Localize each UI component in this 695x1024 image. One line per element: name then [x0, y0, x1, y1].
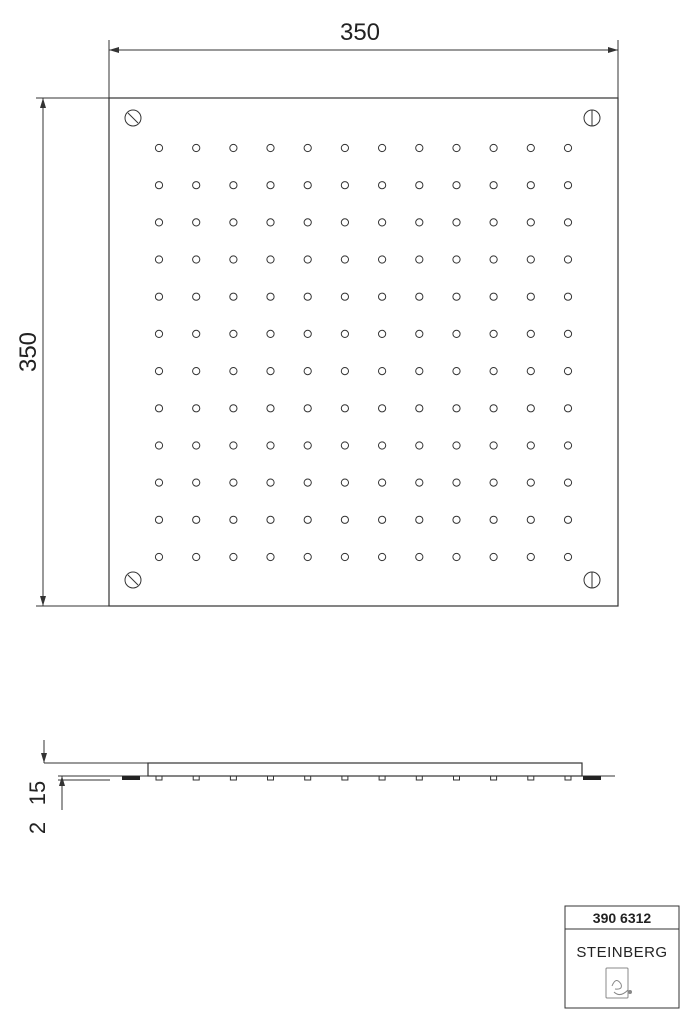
nozzle — [490, 256, 497, 263]
nozzle — [453, 479, 460, 486]
nozzle — [155, 219, 162, 226]
nozzle — [490, 553, 497, 560]
nozzle — [155, 293, 162, 300]
nozzle — [230, 293, 237, 300]
nozzle — [416, 479, 423, 486]
nozzle — [267, 553, 274, 560]
nozzle — [527, 144, 534, 151]
nozzle — [193, 368, 200, 375]
nozzle — [155, 479, 162, 486]
brand-name: STEINBERG — [576, 944, 668, 961]
nozzle — [527, 405, 534, 412]
nozzle — [304, 144, 311, 151]
nozzle — [527, 479, 534, 486]
nozzle — [155, 516, 162, 523]
nozzle — [193, 516, 200, 523]
nozzle — [267, 182, 274, 189]
nozzle — [155, 405, 162, 412]
nozzle — [453, 219, 460, 226]
nozzle — [193, 442, 200, 449]
nozzle — [527, 256, 534, 263]
nozzle — [416, 256, 423, 263]
nozzle — [230, 368, 237, 375]
title-block — [565, 906, 679, 1008]
nozzle — [379, 256, 386, 263]
nozzle — [379, 405, 386, 412]
nozzle-grid — [155, 144, 571, 560]
nozzle — [527, 293, 534, 300]
nozzle — [490, 219, 497, 226]
thickness-label: 15 — [25, 780, 50, 806]
nozzle — [193, 553, 200, 560]
nozzle — [230, 405, 237, 412]
nozzle — [304, 256, 311, 263]
nozzle — [341, 330, 348, 337]
nozzle — [341, 256, 348, 263]
nozzle — [341, 553, 348, 560]
nozzle — [304, 479, 311, 486]
screw-bl — [125, 572, 141, 588]
nozzle — [230, 479, 237, 486]
nozzle — [453, 368, 460, 375]
nozzle — [155, 144, 162, 151]
nozzle — [267, 405, 274, 412]
nozzle — [193, 256, 200, 263]
nozzle — [490, 516, 497, 523]
nozzle — [453, 256, 460, 263]
nozzle — [416, 330, 423, 337]
nozzle — [564, 516, 571, 523]
nozzle — [490, 479, 497, 486]
nozzle — [304, 219, 311, 226]
nozzle — [304, 516, 311, 523]
screw-br — [584, 572, 600, 588]
nozzle — [267, 144, 274, 151]
screw-tr — [584, 110, 600, 126]
nozzle — [379, 516, 386, 523]
nozzle — [341, 442, 348, 449]
nozzle — [341, 479, 348, 486]
nozzle — [341, 219, 348, 226]
nozzle — [230, 553, 237, 560]
plate-profile — [148, 763, 582, 776]
nozzle — [379, 330, 386, 337]
nozzle — [230, 330, 237, 337]
nozzle — [564, 553, 571, 560]
nozzle — [453, 553, 460, 560]
nozzle — [267, 219, 274, 226]
nozzle — [564, 405, 571, 412]
nozzle — [564, 442, 571, 449]
height-dimension — [36, 98, 109, 606]
thickness-dimension — [41, 740, 148, 810]
nozzle — [193, 144, 200, 151]
nozzle — [304, 182, 311, 189]
mount-block-right — [583, 776, 601, 780]
nozzle — [341, 368, 348, 375]
nozzle — [527, 182, 534, 189]
nozzle — [453, 442, 460, 449]
nozzle — [267, 479, 274, 486]
nozzle — [564, 144, 571, 151]
nozzle — [490, 368, 497, 375]
nozzle — [304, 442, 311, 449]
nozzle — [193, 293, 200, 300]
nozzle — [453, 293, 460, 300]
mount-block-left — [122, 776, 140, 780]
nozzle — [193, 219, 200, 226]
nozzle — [379, 442, 386, 449]
nozzle — [564, 330, 571, 337]
nozzle — [527, 553, 534, 560]
nozzle — [379, 144, 386, 151]
width-dimension — [109, 40, 618, 98]
nozzle — [304, 553, 311, 560]
nozzle — [230, 144, 237, 151]
nozzle — [155, 368, 162, 375]
nozzle — [453, 516, 460, 523]
nozzle — [527, 219, 534, 226]
nozzle — [527, 330, 534, 337]
nozzle — [155, 553, 162, 560]
nozzle — [416, 553, 423, 560]
nozzle — [453, 330, 460, 337]
nozzle — [304, 405, 311, 412]
nozzle — [193, 330, 200, 337]
nozzle — [490, 144, 497, 151]
nozzle — [193, 182, 200, 189]
nozzle — [564, 219, 571, 226]
nozzle — [379, 553, 386, 560]
nozzle — [155, 182, 162, 189]
nozzle — [267, 516, 274, 523]
nozzle — [267, 442, 274, 449]
nozzle — [267, 368, 274, 375]
nozzle — [564, 479, 571, 486]
nozzle — [490, 405, 497, 412]
nozzle — [379, 219, 386, 226]
nozzle — [564, 368, 571, 375]
nozzle — [490, 442, 497, 449]
nozzle — [341, 405, 348, 412]
nozzle — [304, 293, 311, 300]
nozzle — [379, 182, 386, 189]
nozzle — [230, 516, 237, 523]
nozzle — [304, 330, 311, 337]
nozzle — [416, 182, 423, 189]
nozzle — [490, 293, 497, 300]
nozzle — [155, 330, 162, 337]
shower-plate-outline — [109, 98, 618, 606]
nozzle — [230, 442, 237, 449]
nozzle — [416, 144, 423, 151]
nozzle — [155, 256, 162, 263]
screw-tl — [125, 110, 141, 126]
nozzle — [453, 144, 460, 151]
nozzle — [416, 442, 423, 449]
nozzle — [341, 516, 348, 523]
nozzle — [527, 516, 534, 523]
nozzle — [193, 405, 200, 412]
height-label: 350 — [15, 331, 42, 373]
nozzle — [379, 293, 386, 300]
offset-label: 2 — [25, 821, 50, 835]
nozzle — [527, 442, 534, 449]
side-view — [25, 740, 615, 834]
nozzle — [379, 479, 386, 486]
nozzle — [379, 368, 386, 375]
nozzle — [267, 330, 274, 337]
nozzle — [341, 144, 348, 151]
nozzle — [453, 182, 460, 189]
nozzle — [230, 256, 237, 263]
nozzle — [341, 182, 348, 189]
nozzle — [490, 330, 497, 337]
nozzle — [527, 368, 534, 375]
nozzle — [416, 219, 423, 226]
nozzle — [267, 293, 274, 300]
part-number: 390 6312 — [592, 910, 652, 926]
nozzle — [193, 479, 200, 486]
nozzle — [304, 368, 311, 375]
nozzle — [564, 293, 571, 300]
nozzle — [416, 368, 423, 375]
nozzle — [564, 256, 571, 263]
nozzle — [416, 516, 423, 523]
nozzle — [453, 405, 460, 412]
nozzle — [230, 182, 237, 189]
nozzle — [490, 182, 497, 189]
nozzle — [155, 442, 162, 449]
nozzle — [564, 182, 571, 189]
width-label: 350 — [339, 19, 381, 46]
nozzle — [341, 293, 348, 300]
nozzle — [416, 405, 423, 412]
top-view — [15, 19, 618, 606]
nozzle — [267, 256, 274, 263]
nozzle — [416, 293, 423, 300]
nozzle — [230, 219, 237, 226]
